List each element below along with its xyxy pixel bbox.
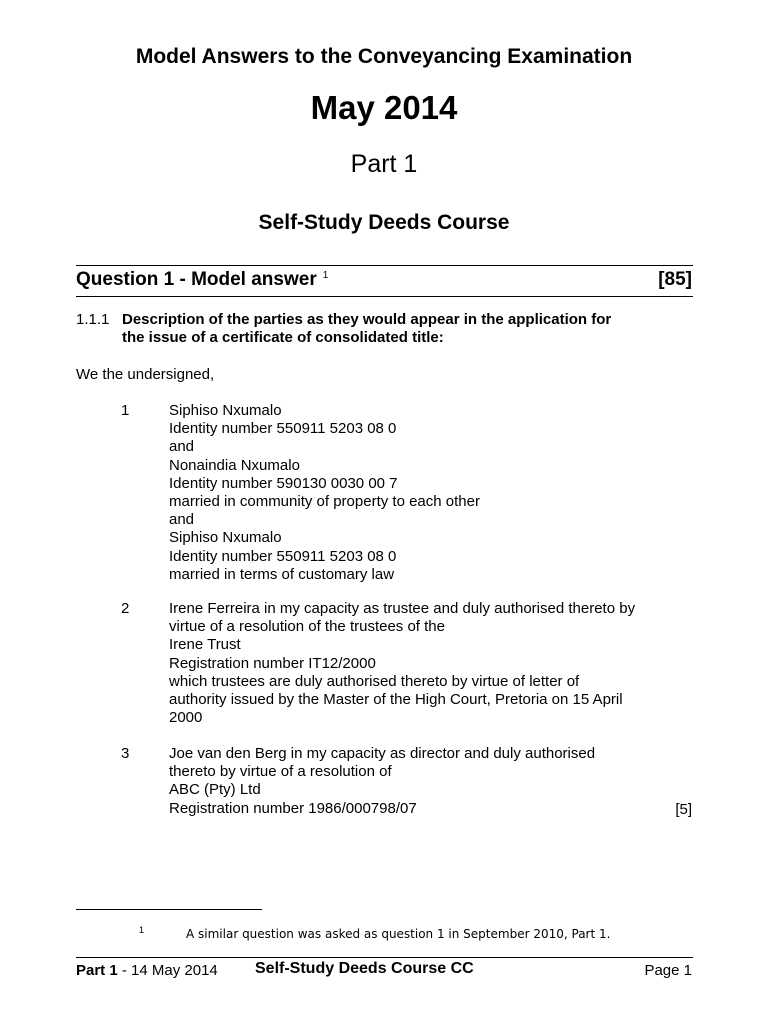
- party-line: Joe van den Berg in my capacity as director and duly authorised: [169, 745, 596, 762]
- question-bottom-rule: [76, 296, 693, 297]
- party-line: which trustees are duly authorised thereto by virtue of letter of: [169, 672, 580, 690]
- party-number: 3: [121, 745, 130, 762]
- document-title: Model Answers to the Conveyancing Examination: [135, 45, 633, 68]
- footer-course: Self-Study Deeds Course CC: [255, 960, 474, 977]
- party-line: married in community of property to each other: [169, 493, 480, 511]
- party-line: Registration number IT12/2000: [169, 654, 376, 672]
- footnote-reference[interactable]: 1: [322, 270, 329, 281]
- party-line: Irene Ferreira in my capacity as trustee and duly authorised thereto by: [169, 600, 636, 617]
- party-line: Identity number 590130 0030 00 7: [169, 474, 398, 492]
- section-heading-line: the issue of a certificate of consolidated title:: [122, 329, 444, 346]
- question-top-rule: [76, 265, 693, 266]
- party-line: married in terms of customary law: [169, 565, 395, 583]
- party-line: Registration number 1986/000798/07: [169, 799, 417, 817]
- section-heading-line: Description of the parties as they would appear in the application for: [122, 311, 612, 328]
- party-number: 2: [121, 600, 130, 617]
- party-line: ABC (Pty) Ltd: [169, 781, 261, 799]
- party-line: virtue of a resolution of the trustees of the: [169, 618, 445, 636]
- section-number: 1.1.1: [76, 311, 110, 328]
- party-description: [169, 600, 699, 727]
- party-line: Identity number 550911 5203 08 0: [169, 420, 397, 438]
- part-heading: Part 1: [350, 150, 418, 178]
- party-line: thereto by virtue of a resolution of: [169, 763, 392, 781]
- party-line: Irene Trust: [169, 636, 241, 654]
- exam-date-heading: May 2014: [310, 89, 458, 126]
- intro-text: We the undersigned,: [76, 366, 215, 383]
- party-description: [169, 402, 699, 584]
- page-number: Page 1: [644, 962, 692, 979]
- footer-date: - 14 May 2014: [117, 962, 218, 979]
- footnote-separator: [76, 909, 262, 910]
- question-heading: [76, 269, 328, 291]
- question-label: Question 1 - Model answer: [76, 269, 317, 290]
- footer-part-date: [76, 962, 218, 979]
- section-marks: [5]: [675, 801, 692, 818]
- party-line: authority issued by the Master of the High Court, Pretoria on 15 April: [169, 691, 623, 709]
- party-line: Nonaindia Nxumalo: [169, 456, 300, 474]
- course-heading: Self-Study Deeds Course: [258, 211, 510, 234]
- question-marks: [85]: [658, 269, 692, 290]
- party-line: Siphiso Nxumalo: [169, 402, 282, 419]
- footer-rule: [76, 957, 693, 958]
- party-line: Siphiso Nxumalo: [169, 529, 282, 547]
- section-heading: [122, 311, 692, 347]
- party-line: 2000: [169, 709, 203, 727]
- party-line: and: [169, 438, 195, 456]
- footnote-number: 1: [139, 925, 145, 935]
- party-line: Identity number 550911 5203 08 0: [169, 547, 397, 565]
- footnote-text: A similar question was asked as question 1 in September 2010, Part 1.: [186, 927, 611, 941]
- party-description: [169, 745, 699, 818]
- footer-part-label: Part 1: [76, 962, 118, 979]
- party-number: 1: [121, 402, 130, 419]
- party-line: and: [169, 511, 195, 529]
